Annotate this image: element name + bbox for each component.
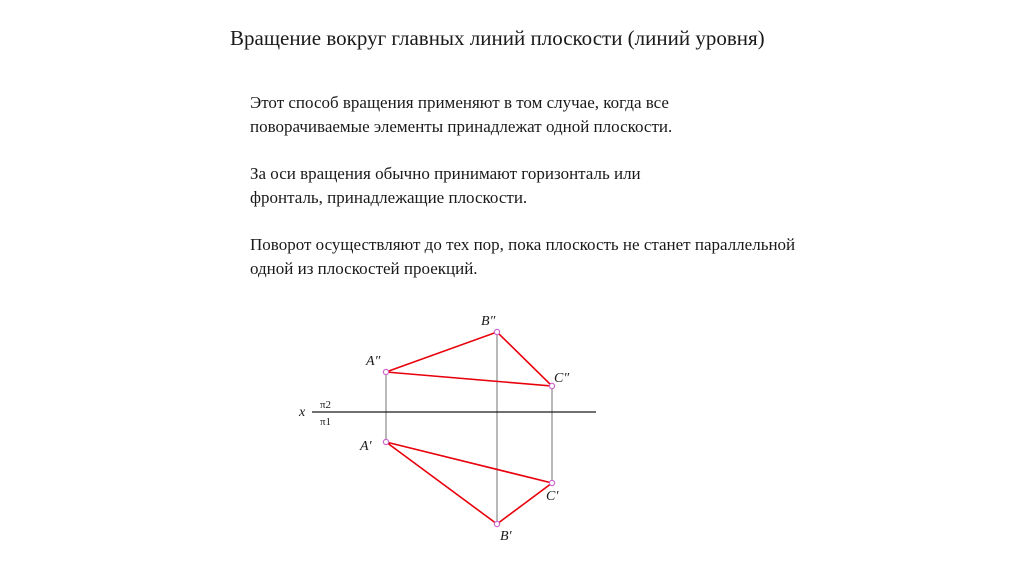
paragraph-1-line-2: поворачиваемые элементы принадлежат одной плоскости. <box>250 117 673 136</box>
paragraph-1-line-1: Этот способ вращения применяют в том случае, когда все <box>250 93 669 112</box>
triangle-horizontal-projection <box>386 442 552 524</box>
label-b1: B′ <box>500 529 512 544</box>
axis-label-x: x <box>299 405 306 420</box>
label-a2: A″ <box>366 354 381 369</box>
plane-label-pi2: π2 <box>320 399 332 411</box>
vertex-b2 <box>494 329 499 334</box>
paragraph-3-line-2: одной из плоскостей проекций. <box>250 259 478 278</box>
vertex-a2 <box>383 369 388 374</box>
label-b2: B″ <box>481 314 496 329</box>
slide-title: Вращение вокруг главных линий плоскости (линий уровня) <box>230 26 765 50</box>
paragraph-2-line-1: За оси вращения обычно принимают горизонталь или <box>250 164 641 183</box>
label-c2: C″ <box>554 371 570 386</box>
vertex-c1 <box>549 480 554 485</box>
plane-label-pi1: π1 <box>320 416 332 428</box>
label-a1: A′ <box>360 439 372 454</box>
label-c1: C′ <box>546 489 559 504</box>
paragraph-2-line-2: фронталь, принадлежащие плоскости. <box>250 188 528 207</box>
vertex-a1 <box>383 439 388 444</box>
paragraph-3-line-1: Поворот осуществляют до тех пор, пока плоскость не станет параллельной <box>250 235 796 254</box>
triangle-frontal-projection <box>386 332 552 386</box>
vertex-b1 <box>494 521 499 526</box>
